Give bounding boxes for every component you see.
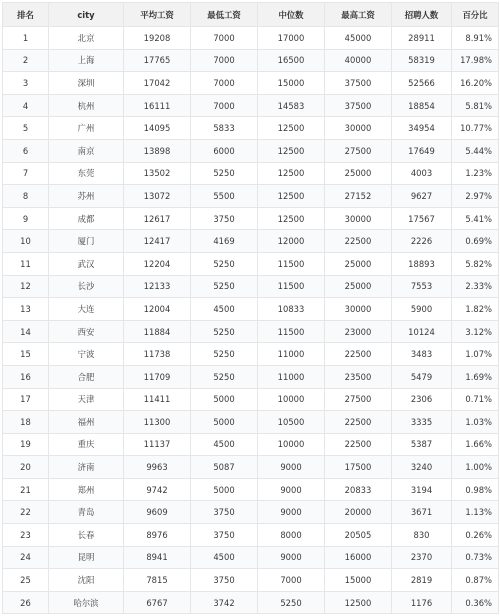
cell-max-salary: 22500	[325, 343, 392, 366]
cell-avg-salary: 12133	[124, 275, 191, 298]
cell-city: 南京	[49, 139, 124, 162]
cell-city: 广州	[49, 117, 124, 140]
header-percentage: 百分比	[452, 3, 499, 27]
cell-max-salary: 20833	[325, 478, 392, 501]
cell-rank: 14	[3, 320, 49, 343]
cell-median: 12500	[258, 207, 325, 230]
cell-rank: 17	[3, 388, 49, 411]
table-row	[3, 524, 499, 547]
cell-min-salary: 3750	[191, 207, 258, 230]
cell-min-salary: 7000	[191, 94, 258, 117]
cell-job-count: 830	[392, 524, 452, 547]
cell-median: 9000	[258, 456, 325, 479]
cell-rank: 7	[3, 162, 49, 185]
cell-rank: 8	[3, 185, 49, 208]
table-row	[3, 139, 499, 162]
cell-median: 16500	[258, 49, 325, 72]
cell-max-salary: 25000	[325, 162, 392, 185]
table-row	[3, 230, 499, 253]
table-row	[3, 546, 499, 569]
cell-percentage: 1.00%	[452, 456, 499, 479]
cell-rank: 20	[3, 456, 49, 479]
table-row	[3, 207, 499, 230]
cell-city: 青岛	[49, 501, 124, 524]
cell-city: 大连	[49, 298, 124, 321]
cell-city: 哈尔滨	[49, 591, 124, 614]
table-header	[3, 3, 499, 27]
cell-rank: 3	[3, 72, 49, 95]
cell-min-salary: 5250	[191, 162, 258, 185]
cell-min-salary: 7000	[191, 27, 258, 50]
cell-max-salary: 45000	[325, 27, 392, 50]
cell-job-count: 3483	[392, 343, 452, 366]
cell-city: 深圳	[49, 72, 124, 95]
cell-avg-salary: 17042	[124, 72, 191, 95]
cell-rank: 23	[3, 524, 49, 547]
cell-median: 11000	[258, 365, 325, 388]
cell-avg-salary: 12004	[124, 298, 191, 321]
cell-city: 重庆	[49, 433, 124, 456]
cell-job-count: 18854	[392, 94, 452, 117]
cell-median: 12500	[258, 139, 325, 162]
cell-avg-salary: 6767	[124, 591, 191, 614]
cell-percentage: 1.03%	[452, 411, 499, 434]
cell-percentage: 1.69%	[452, 365, 499, 388]
header-job-count: 招聘人数	[392, 3, 452, 27]
table-row	[3, 388, 499, 411]
cell-job-count: 2819	[392, 569, 452, 592]
cell-avg-salary: 12417	[124, 230, 191, 253]
cell-avg-salary: 11300	[124, 411, 191, 434]
cell-median: 14583	[258, 94, 325, 117]
cell-city: 苏州	[49, 185, 124, 208]
header-city: city	[49, 3, 124, 27]
cell-median: 10000	[258, 433, 325, 456]
cell-job-count: 4003	[392, 162, 452, 185]
cell-rank: 9	[3, 207, 49, 230]
cell-percentage: 0.26%	[452, 524, 499, 547]
cell-job-count: 10124	[392, 320, 452, 343]
cell-city: 郑州	[49, 478, 124, 501]
cell-max-salary: 20000	[325, 501, 392, 524]
cell-median: 11000	[258, 343, 325, 366]
cell-city: 天津	[49, 388, 124, 411]
cell-city: 上海	[49, 49, 124, 72]
cell-percentage: 5.81%	[452, 94, 499, 117]
cell-avg-salary: 13898	[124, 139, 191, 162]
cell-avg-salary: 8976	[124, 524, 191, 547]
cell-city: 沈阳	[49, 569, 124, 592]
cell-median: 12000	[258, 230, 325, 253]
cell-median: 11500	[258, 275, 325, 298]
cell-min-salary: 3750	[191, 569, 258, 592]
cell-max-salary: 30000	[325, 207, 392, 230]
cell-avg-salary: 9742	[124, 478, 191, 501]
cell-max-salary: 22500	[325, 433, 392, 456]
cell-job-count: 17649	[392, 139, 452, 162]
cell-median: 7000	[258, 569, 325, 592]
table-row	[3, 162, 499, 185]
cell-job-count: 3194	[392, 478, 452, 501]
cell-max-salary: 12500	[325, 591, 392, 614]
header-max-salary: 最高工资	[325, 3, 392, 27]
cell-median: 9000	[258, 501, 325, 524]
header-row	[3, 3, 499, 27]
cell-avg-salary: 11709	[124, 365, 191, 388]
cell-min-salary: 5250	[191, 365, 258, 388]
cell-rank: 6	[3, 139, 49, 162]
cell-avg-salary: 17765	[124, 49, 191, 72]
cell-job-count: 1176	[392, 591, 452, 614]
cell-min-salary: 5833	[191, 117, 258, 140]
cell-median: 11500	[258, 252, 325, 275]
cell-max-salary: 27152	[325, 185, 392, 208]
table-row	[3, 252, 499, 275]
cell-max-salary: 15000	[325, 569, 392, 592]
table-row	[3, 185, 499, 208]
cell-avg-salary: 16111	[124, 94, 191, 117]
cell-job-count: 34954	[392, 117, 452, 140]
cell-median: 17000	[258, 27, 325, 50]
cell-job-count: 28911	[392, 27, 452, 50]
cell-rank: 1	[3, 27, 49, 50]
table-row	[3, 117, 499, 140]
cell-avg-salary: 13502	[124, 162, 191, 185]
cell-job-count: 7553	[392, 275, 452, 298]
cell-max-salary: 27500	[325, 139, 392, 162]
cell-max-salary: 22500	[325, 411, 392, 434]
cell-avg-salary: 11137	[124, 433, 191, 456]
cell-min-salary: 4500	[191, 298, 258, 321]
cell-median: 9000	[258, 478, 325, 501]
cell-median: 10833	[258, 298, 325, 321]
cell-max-salary: 17500	[325, 456, 392, 479]
cell-rank: 26	[3, 591, 49, 614]
table-row	[3, 343, 499, 366]
cell-job-count: 58319	[392, 49, 452, 72]
cell-median: 9000	[258, 546, 325, 569]
table-row	[3, 49, 499, 72]
cell-min-salary: 4500	[191, 546, 258, 569]
cell-rank: 13	[3, 298, 49, 321]
cell-median: 10500	[258, 411, 325, 434]
cell-job-count: 2306	[392, 388, 452, 411]
cell-city: 长春	[49, 524, 124, 547]
cell-percentage: 0.87%	[452, 569, 499, 592]
cell-rank: 2	[3, 49, 49, 72]
cell-percentage: 16.20%	[452, 72, 499, 95]
cell-percentage: 1.07%	[452, 343, 499, 366]
cell-job-count: 17567	[392, 207, 452, 230]
cell-rank: 24	[3, 546, 49, 569]
cell-min-salary: 7000	[191, 49, 258, 72]
cell-rank: 10	[3, 230, 49, 253]
cell-city: 北京	[49, 27, 124, 50]
cell-min-salary: 6000	[191, 139, 258, 162]
cell-max-salary: 25000	[325, 252, 392, 275]
cell-job-count: 2226	[392, 230, 452, 253]
cell-city: 福州	[49, 411, 124, 434]
cell-job-count: 3240	[392, 456, 452, 479]
cell-avg-salary: 9609	[124, 501, 191, 524]
salary-table	[2, 2, 499, 614]
cell-percentage: 2.97%	[452, 185, 499, 208]
cell-city: 昆明	[49, 546, 124, 569]
cell-percentage: 1.66%	[452, 433, 499, 456]
cell-rank: 18	[3, 411, 49, 434]
cell-percentage: 0.69%	[452, 230, 499, 253]
cell-rank: 5	[3, 117, 49, 140]
cell-rank: 15	[3, 343, 49, 366]
cell-city: 东莞	[49, 162, 124, 185]
table-row	[3, 27, 499, 50]
cell-city: 长沙	[49, 275, 124, 298]
cell-rank: 4	[3, 94, 49, 117]
cell-percentage: 0.98%	[452, 478, 499, 501]
cell-min-salary: 3750	[191, 501, 258, 524]
cell-percentage: 5.41%	[452, 207, 499, 230]
cell-min-salary: 5250	[191, 343, 258, 366]
cell-job-count: 2370	[392, 546, 452, 569]
cell-job-count: 5387	[392, 433, 452, 456]
cell-rank: 12	[3, 275, 49, 298]
table-row	[3, 72, 499, 95]
cell-min-salary: 5250	[191, 320, 258, 343]
cell-percentage: 0.71%	[452, 388, 499, 411]
cell-max-salary: 37500	[325, 94, 392, 117]
header-min-salary: 最低工资	[191, 3, 258, 27]
cell-job-count: 3335	[392, 411, 452, 434]
table-row	[3, 94, 499, 117]
table-body	[3, 27, 499, 614]
cell-avg-salary: 9963	[124, 456, 191, 479]
cell-min-salary: 7000	[191, 72, 258, 95]
header-avg-salary: 平均工资	[124, 3, 191, 27]
cell-median: 11500	[258, 320, 325, 343]
cell-max-salary: 30000	[325, 298, 392, 321]
table-row	[3, 320, 499, 343]
cell-percentage: 0.36%	[452, 591, 499, 614]
cell-percentage: 5.44%	[452, 139, 499, 162]
cell-avg-salary: 7815	[124, 569, 191, 592]
table-row	[3, 456, 499, 479]
table-row	[3, 411, 499, 434]
header-rank: 排名	[3, 3, 49, 27]
cell-median: 10000	[258, 388, 325, 411]
cell-min-salary: 4169	[191, 230, 258, 253]
cell-min-salary: 5250	[191, 275, 258, 298]
table-row	[3, 569, 499, 592]
cell-city: 宁波	[49, 343, 124, 366]
cell-max-salary: 20505	[325, 524, 392, 547]
cell-rank: 21	[3, 478, 49, 501]
cell-avg-salary: 12617	[124, 207, 191, 230]
cell-min-salary: 5000	[191, 388, 258, 411]
cell-median: 8000	[258, 524, 325, 547]
cell-min-salary: 5500	[191, 185, 258, 208]
cell-percentage: 17.98%	[452, 49, 499, 72]
cell-min-salary: 5000	[191, 411, 258, 434]
cell-avg-salary: 14095	[124, 117, 191, 140]
cell-avg-salary: 8941	[124, 546, 191, 569]
cell-job-count: 5479	[392, 365, 452, 388]
cell-job-count: 18893	[392, 252, 452, 275]
cell-median: 15000	[258, 72, 325, 95]
cell-percentage: 2.33%	[452, 275, 499, 298]
cell-rank: 16	[3, 365, 49, 388]
cell-city: 厦门	[49, 230, 124, 253]
cell-percentage: 0.73%	[452, 546, 499, 569]
cell-max-salary: 27500	[325, 388, 392, 411]
cell-max-salary: 30000	[325, 117, 392, 140]
cell-avg-salary: 11411	[124, 388, 191, 411]
cell-job-count: 52566	[392, 72, 452, 95]
cell-percentage: 5.82%	[452, 252, 499, 275]
cell-avg-salary: 12204	[124, 252, 191, 275]
table-row	[3, 501, 499, 524]
cell-percentage: 10.77%	[452, 117, 499, 140]
cell-percentage: 1.13%	[452, 501, 499, 524]
cell-rank: 19	[3, 433, 49, 456]
cell-percentage: 3.12%	[452, 320, 499, 343]
table-row	[3, 433, 499, 456]
cell-max-salary: 16000	[325, 546, 392, 569]
cell-rank: 22	[3, 501, 49, 524]
cell-max-salary: 25000	[325, 275, 392, 298]
header-median: 中位数	[258, 3, 325, 27]
cell-job-count: 9627	[392, 185, 452, 208]
cell-avg-salary: 11884	[124, 320, 191, 343]
table-row	[3, 478, 499, 501]
cell-city: 成都	[49, 207, 124, 230]
cell-max-salary: 37500	[325, 72, 392, 95]
cell-max-salary: 23500	[325, 365, 392, 388]
cell-min-salary: 4500	[191, 433, 258, 456]
table-row	[3, 298, 499, 321]
cell-city: 济南	[49, 456, 124, 479]
cell-median: 12500	[258, 185, 325, 208]
cell-job-count: 3671	[392, 501, 452, 524]
cell-percentage: 8.91%	[452, 27, 499, 50]
cell-avg-salary: 19208	[124, 27, 191, 50]
cell-min-salary: 5000	[191, 478, 258, 501]
cell-min-salary: 5250	[191, 252, 258, 275]
cell-percentage: 1.82%	[452, 298, 499, 321]
table-row	[3, 275, 499, 298]
cell-median: 12500	[258, 162, 325, 185]
cell-max-salary: 23000	[325, 320, 392, 343]
cell-min-salary: 3742	[191, 591, 258, 614]
table-row	[3, 365, 499, 388]
cell-percentage: 1.23%	[452, 162, 499, 185]
cell-job-count: 5900	[392, 298, 452, 321]
cell-median: 12500	[258, 117, 325, 140]
cell-min-salary: 3750	[191, 524, 258, 547]
cell-avg-salary: 11738	[124, 343, 191, 366]
cell-median: 5250	[258, 591, 325, 614]
cell-city: 合肥	[49, 365, 124, 388]
cell-max-salary: 22500	[325, 230, 392, 253]
cell-rank: 25	[3, 569, 49, 592]
cell-city: 杭州	[49, 94, 124, 117]
cell-min-salary: 5087	[191, 456, 258, 479]
cell-rank: 11	[3, 252, 49, 275]
cell-city: 武汉	[49, 252, 124, 275]
table-row	[3, 591, 499, 614]
cell-city: 西安	[49, 320, 124, 343]
cell-avg-salary: 13072	[124, 185, 191, 208]
cell-max-salary: 40000	[325, 49, 392, 72]
